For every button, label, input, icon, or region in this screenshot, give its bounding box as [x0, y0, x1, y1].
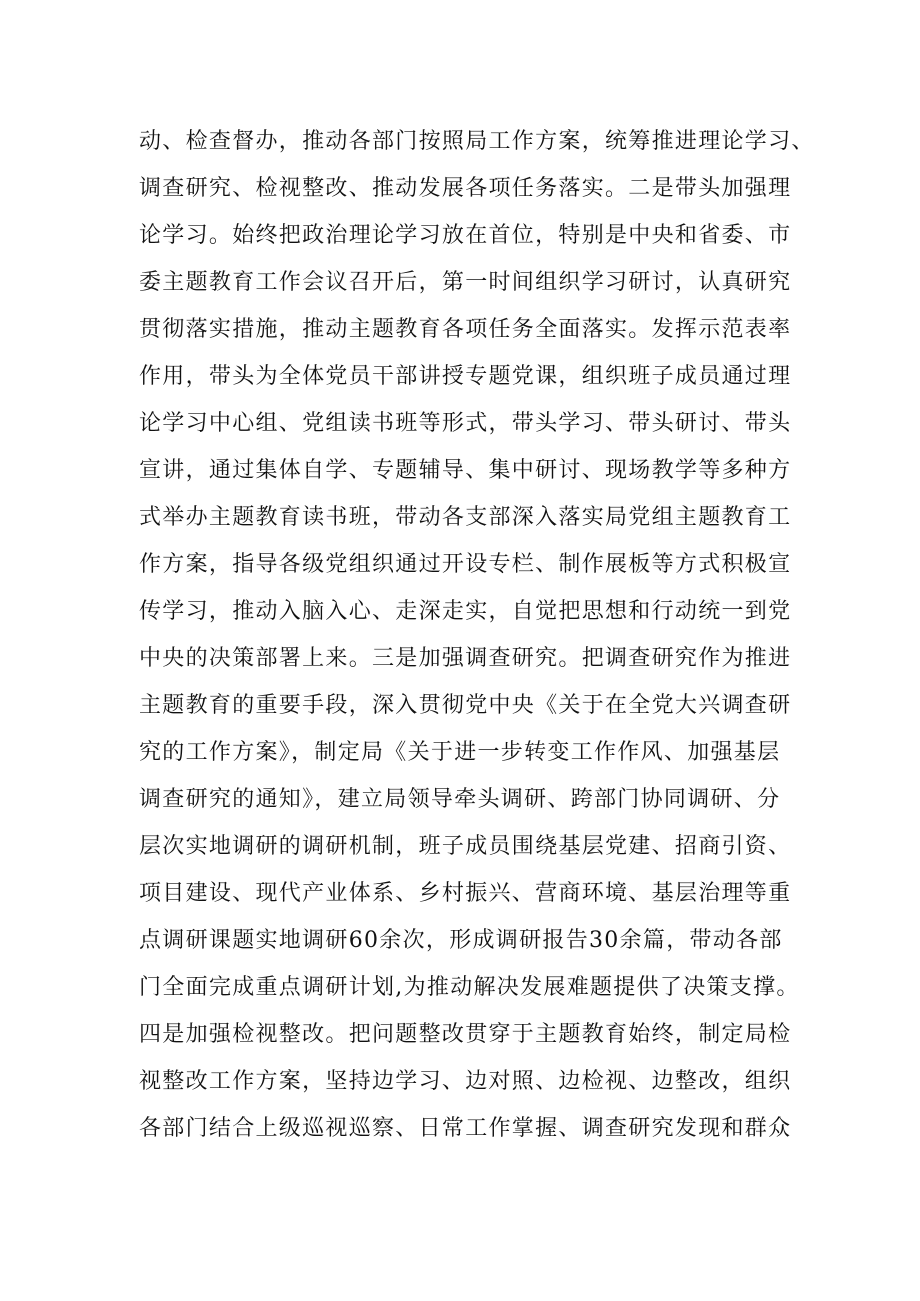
text-line: 各部门结合上级巡视巡察、日常工作掌握、调查研究发现和群众 [139, 1116, 792, 1141]
text-line: 委主题教育工作会议召开后，第一时间组织学习研讨，认真研究 [139, 270, 792, 295]
text-line: 视整改工作方案，坚持边学习、边对照、边检视、边整改，组织 [139, 1069, 792, 1094]
text-line: 中央的决策部署上来。三是加强调查研究。把调查研究作为推进 [139, 646, 792, 671]
text-line: 贯彻落实措施，推动主题教育各项任务全面落实。发挥示范表率 [139, 317, 792, 342]
text-line: 式举办主题教育读书班，带动各支部深入落实局党组主题教育工 [139, 505, 792, 530]
text-line: 调查研究、检视整改、推动发展各项任务落实。二是带头加强理 [139, 176, 792, 201]
text-line: 门全面完成重点调研计划,为推动解决发展难题提供了决策支撑。 [139, 975, 800, 1000]
text-line: 作用，带头为全体党员干部讲授专题党课，组织班子成员通过理 [139, 364, 792, 389]
text-line: 点调研课题实地调研60余次，形成调研报告30余篇，带动各部 [139, 928, 783, 953]
text-line: 传学习，推动入脑入心、走深走实，自觉把思想和行动统一到党 [139, 599, 792, 624]
text-line: 项目建设、现代产业体系、乡村振兴、营商环境、基层治理等重 [139, 881, 792, 906]
text-line: 究的工作方案》，制定局《关于进一步转变工作作风、加强基层 [139, 740, 781, 765]
text-line: 作方案，指导各级党组织通过开设专栏、制作展板等方式积极宣 [139, 552, 792, 577]
body-text [139, 122, 829, 1156]
text-line: 论学习中心组、党组读书班等形式，带头学习、带头研讨、带头 [139, 411, 792, 436]
text-line: 论学习。始终把政治理论学习放在首位，特别是中央和省委、市 [139, 223, 792, 248]
text-line: 宣讲，通过集体自学、专题辅导、集中研讨、现场教学等多种方 [139, 458, 792, 483]
text-line: 层次实地调研的调研机制，班子成员围绕基层党建、招商引资、 [139, 834, 792, 859]
text-line: 主题教育的重要手段，深入贯彻党中央《关于在全党大兴调查研 [139, 693, 792, 718]
text-line: 调查研究的通知》，建立局领导牵头调研、跨部门协同调研、分 [139, 787, 781, 812]
text-line: 四是加强检视整改。把问题整改贯穿于主题教育始终，制定局检 [139, 1022, 792, 1047]
text-line: 动、检查督办，推动各部门按照局工作方案，统筹推进理论学习、 [139, 129, 815, 154]
